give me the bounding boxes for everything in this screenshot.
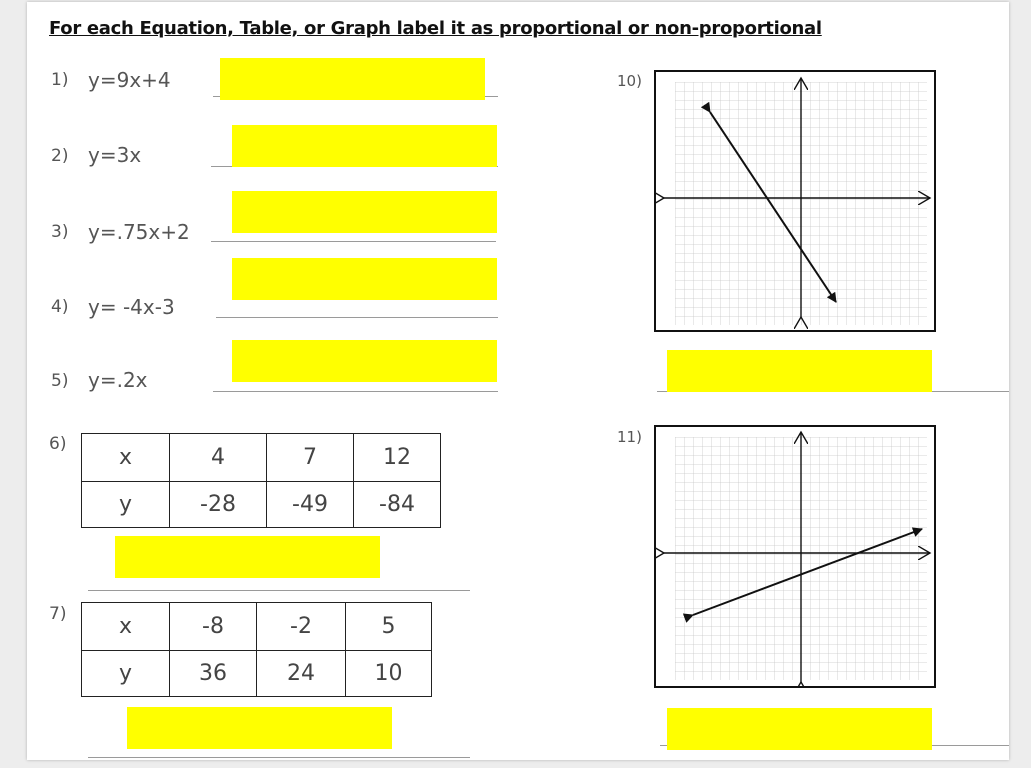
equation-1: y=9x+4 [88, 68, 171, 92]
answer-highlight-5[interactable] [232, 340, 497, 382]
answer-highlight-6[interactable] [115, 536, 380, 578]
value-table-7 [81, 602, 432, 697]
table-cell: -2 [257, 603, 346, 651]
table-cell: -49 [267, 482, 354, 528]
table-cell: 7 [267, 434, 354, 482]
table-cell: -28 [170, 482, 267, 528]
equation-4: y= -4x-3 [88, 295, 175, 319]
answer-highlight-11[interactable] [667, 708, 932, 750]
item-number-2: 2) [51, 146, 69, 166]
value-table-6 [81, 433, 441, 528]
table-header-y: y [82, 482, 170, 528]
table-header-x: x [82, 434, 170, 482]
answer-line-4 [216, 317, 498, 318]
table-cell: -84 [354, 482, 441, 528]
graph-10-svg [656, 72, 934, 330]
table-header-y: y [82, 651, 170, 697]
equation-3: y=.75x+2 [88, 220, 190, 244]
table-cell: -8 [170, 603, 257, 651]
table-cell: 24 [257, 651, 346, 697]
table-cell: 4 [170, 434, 267, 482]
answer-highlight-3[interactable] [232, 191, 497, 233]
coordinate-graph-11 [654, 425, 936, 688]
worksheet-title: For each Equation, Table, or Graph label it as proportional or non-proportional [49, 18, 822, 39]
item-number-10: 10) [617, 72, 642, 90]
coordinate-graph-10 [654, 70, 936, 332]
answer-highlight-1[interactable] [220, 58, 485, 100]
answer-line-6 [88, 590, 470, 591]
item-number-4: 4) [51, 297, 69, 317]
answer-highlight-10[interactable] [667, 350, 932, 392]
answer-line-5 [213, 391, 498, 392]
item-number-6: 6) [49, 434, 67, 454]
equation-5: y=.2x [88, 368, 148, 392]
table-cell: 12 [354, 434, 441, 482]
item-number-11: 11) [617, 428, 642, 446]
answer-line-7 [88, 757, 470, 758]
table-header-x: x [82, 603, 170, 651]
item-number-7: 7) [49, 604, 67, 624]
item-number-3: 3) [51, 222, 69, 242]
answer-highlight-4[interactable] [232, 258, 497, 300]
table-cell: 5 [346, 603, 432, 651]
graph-11-svg [656, 427, 934, 686]
table-cell: 10 [346, 651, 432, 697]
answer-highlight-2[interactable] [232, 125, 497, 167]
item-number-5: 5) [51, 371, 69, 391]
equation-2: y=3x [88, 143, 142, 167]
answer-highlight-7[interactable] [127, 707, 392, 749]
table-cell: 36 [170, 651, 257, 697]
item-number-1: 1) [51, 70, 69, 90]
answer-line-3 [211, 241, 496, 242]
